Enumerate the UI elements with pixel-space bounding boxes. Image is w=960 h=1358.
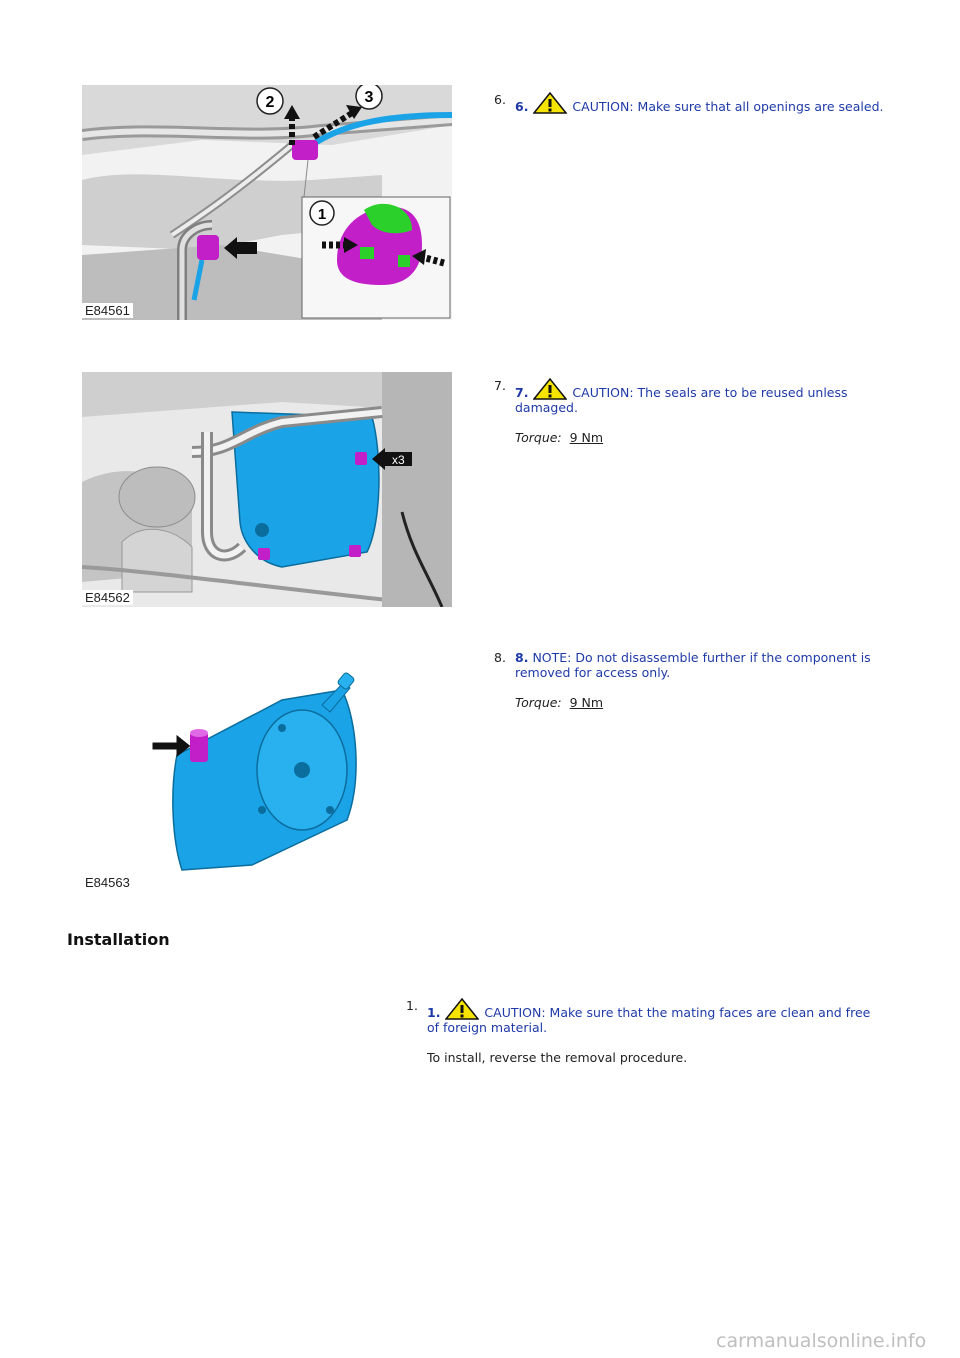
step-text: CAUTION: Make sure that the mating faces are clean and free of foreign material. xyxy=(427,1005,871,1035)
step-lead: 7. xyxy=(515,385,529,400)
step-number: 7. xyxy=(494,378,506,393)
callout-3: 3 xyxy=(364,89,374,106)
figure-e84561-illustration xyxy=(82,85,452,320)
step-lead: 8. xyxy=(515,650,529,665)
step-instruction: To install, reverse the removal procedure. xyxy=(427,1050,688,1065)
callout-1: 1 xyxy=(317,206,327,223)
torque-value-link[interactable]: 9 Nm xyxy=(569,430,604,445)
torque-label: Torque: xyxy=(515,430,562,445)
figure-code: E84562 xyxy=(82,590,133,605)
section-heading-installation: Installation xyxy=(67,930,170,949)
step-lead: 1. xyxy=(427,1005,441,1020)
callout-x3: x3 xyxy=(392,453,405,467)
warning-icon xyxy=(533,378,567,400)
figure-code: E84563 xyxy=(82,875,133,890)
step-text: CAUTION: The seals are to be reused unless damaged. xyxy=(515,385,848,415)
figure-e84562-illustration xyxy=(82,372,452,607)
watermark: carmanualsonline.info xyxy=(716,1330,927,1352)
warning-icon xyxy=(445,998,479,1020)
torque-value-link[interactable]: 9 Nm xyxy=(569,695,604,710)
torque-label: Torque: xyxy=(515,695,562,710)
callout-2: 2 xyxy=(265,94,275,111)
step-number: 6. xyxy=(494,92,506,107)
figure-e84563-illustration xyxy=(82,660,452,895)
step-lead: 6. xyxy=(515,99,529,114)
torque-spec xyxy=(515,430,894,445)
warning-icon xyxy=(533,92,567,114)
figure-e84563 xyxy=(82,660,452,895)
figure-e84561 xyxy=(82,85,452,320)
torque-spec xyxy=(515,695,894,710)
step-text: NOTE: Do not disassemble further if the component is removed for access only. xyxy=(515,650,871,680)
step-number: 1. xyxy=(406,998,418,1013)
figure-e84562 xyxy=(82,372,452,607)
step-text: CAUTION: Make sure that all openings are sealed. xyxy=(572,99,884,114)
figure-code: E84561 xyxy=(82,303,133,318)
step-number: 8. xyxy=(494,650,506,665)
